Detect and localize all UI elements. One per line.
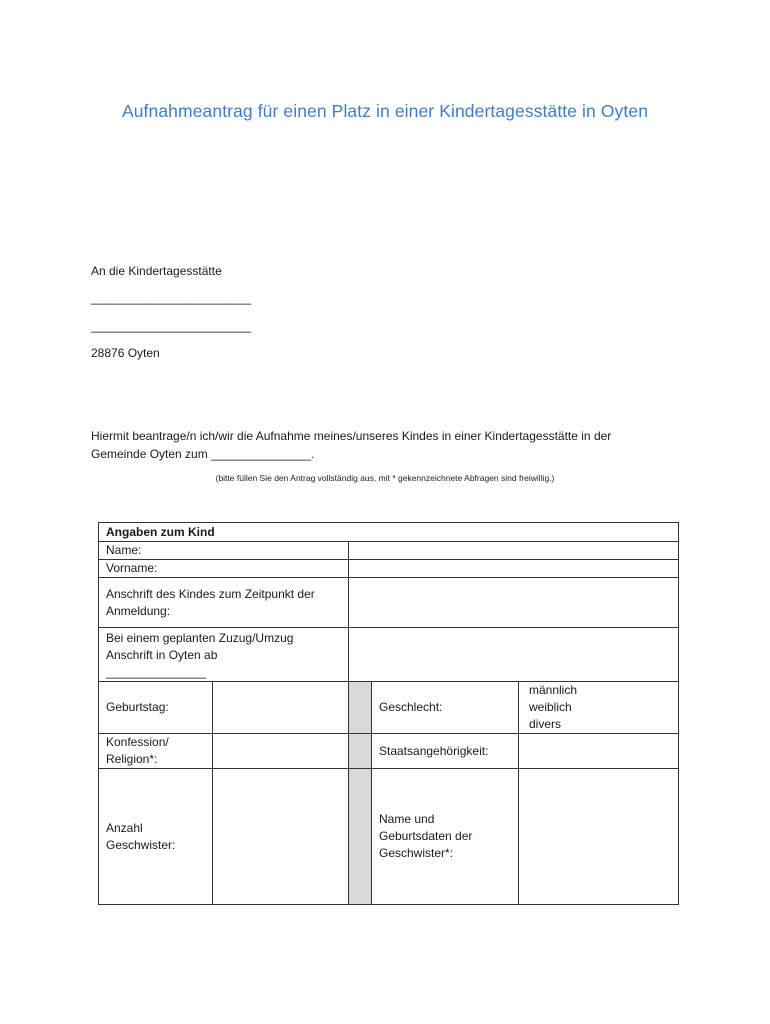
zuzug-label [99, 628, 349, 682]
konfession-field[interactable] [213, 734, 349, 769]
geschwister-names-line-1: Name und [379, 812, 435, 826]
konfession-label-line-2: Religion*: [106, 752, 158, 766]
geburtstag-field[interactable] [213, 682, 349, 734]
konfession-label [99, 734, 213, 769]
geschwister-names-field[interactable] [519, 769, 679, 905]
address-line-1-blank[interactable]: ________________________ [91, 291, 252, 305]
gender-option-weiblich[interactable]: weiblich [529, 700, 572, 714]
geburtstag-label: Geburtstag: [99, 682, 213, 734]
zuzug-label-line-2: Anschrift in Oyten ab [106, 648, 218, 662]
zuzug-date-blank[interactable]: _______________ [106, 665, 207, 679]
gender-option-maennlich[interactable]: männlich [529, 683, 578, 697]
name-field[interactable] [349, 542, 679, 560]
anschrift-label-line-2: Anmeldung: [106, 603, 171, 618]
geschwister-label-line-1: Anzahl [106, 820, 143, 835]
intro-line-1: Hiermit beantrage/n ich/wir die Aufnahme meines/unseres Kindes in einer Kindertagesstätte in der [91, 429, 612, 443]
address-recipient: An die Kindertagesstätte [91, 264, 222, 278]
intro-paragraph [91, 427, 691, 463]
shaded-spacer-cell [349, 769, 372, 905]
section-header: Angaben zum Kind [99, 523, 679, 542]
intro-line-2: Gemeinde Oyten zum _______________. [91, 447, 315, 461]
staatsangehoerigkeit-label: Staatsangehörigkeit: [372, 734, 519, 769]
address-postal-city: 28876 Oyten [91, 346, 160, 360]
anschrift-label [99, 578, 349, 628]
vorname-field[interactable] [349, 560, 679, 578]
konfession-label-line-1: Konfession/ [106, 735, 169, 749]
staatsangehoerigkeit-field[interactable] [519, 734, 679, 769]
intro-note: (bitte füllen Sie den Antrag vollständig aus, mit * gekennzeichnete Abfragen sind freiwillig.) [215, 473, 555, 483]
vorname-label: Vorname: [99, 560, 349, 578]
zuzug-field[interactable] [349, 628, 679, 682]
shaded-spacer-cell [349, 682, 372, 734]
anschrift-field[interactable] [349, 578, 679, 628]
gender-option-divers[interactable]: divers [529, 717, 562, 731]
geschwister-names-line-3: Geschwister*: [379, 846, 454, 860]
zuzug-label-line-1: Bei einem geplanten Zuzug/Umzug [106, 631, 294, 645]
gender-options[interactable] [519, 682, 679, 734]
name-label: Name: [99, 542, 349, 560]
geschwister-names-line-2: Geburtsdaten der [379, 829, 473, 843]
child-info-table [98, 522, 679, 905]
geschwister-count-field[interactable] [213, 769, 349, 905]
anschrift-label-line-1: Anschrift des Kindes zum Zeitpunkt der [106, 586, 315, 601]
geschlecht-label: Geschlecht: [372, 682, 519, 734]
geschwister-names-label [372, 769, 519, 905]
document-title: Aufnahmeantrag für einen Platz in einer Kindertagesstätte in Oyten [121, 101, 649, 121]
address-line-2-blank[interactable]: ________________________ [91, 319, 252, 333]
geschwister-label-line-2: Geschwister: [106, 837, 176, 852]
shaded-spacer-cell [349, 734, 372, 769]
geschwister-label [99, 769, 213, 905]
